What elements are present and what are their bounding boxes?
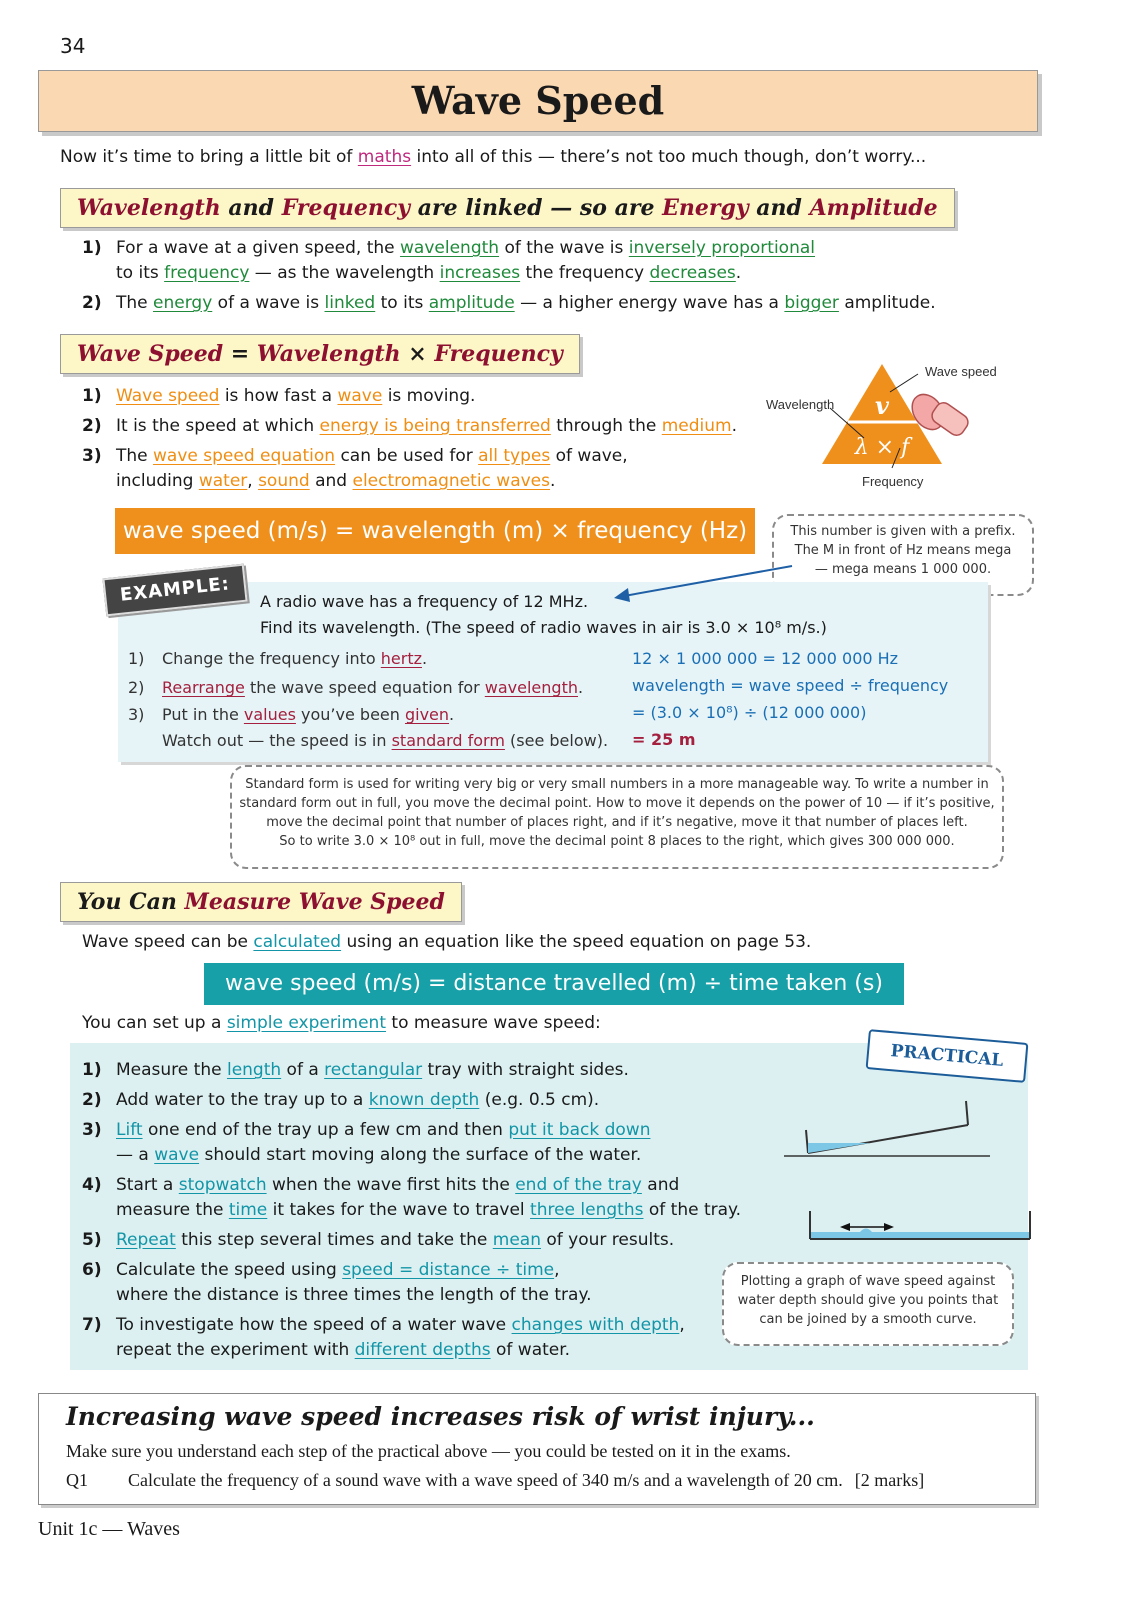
practical-steps — [82, 1058, 741, 1363]
speed-pointer-line — [890, 374, 918, 392]
example-step: 3) Put in the values you’ve been given. — [128, 705, 455, 724]
step-item: 7) To investigate how the speed of a water wave changes with depth, — [82, 1315, 685, 1335]
step-item: 4) Start a stopwatch when the wave first hits the end of the tray and — [82, 1175, 680, 1195]
maths-link[interactable]: maths — [357, 147, 412, 167]
example-calculation — [632, 645, 948, 753]
list-item: 3) The wave speed equation can be used for all types of wave, — [82, 446, 628, 466]
triangle-top-symbol: v — [875, 391, 889, 420]
summary-text: Make sure you understand each step of the practical above — you could be tested on it in the exams. — [66, 1441, 791, 1461]
flat-tray-diagram — [800, 1205, 1040, 1245]
list-item: 1) Wave speed is how fast a wave is moving. — [82, 386, 476, 406]
list-item: 1) For a wave at a given speed, the wavelength of the wave is inversely proportional — [82, 238, 815, 258]
section-heading-wave-speed: Wave Speed = Wavelength × Frequency — [60, 334, 580, 374]
wave-speed-list — [82, 384, 737, 494]
question-text: Calculate the frequency of a sound wave with a wave speed of 340 m/s and a wavelength of 20 cm. — [128, 1470, 843, 1490]
list-item-cont: to its frequency — as the wavelength increases the frequency decreases. — [116, 263, 742, 283]
step-item: 1) Measure the length of a rectangular tray with straight sides. — [82, 1060, 629, 1080]
section-heading-measure: You Can Measure Wave Speed — [60, 882, 462, 922]
triangle-bottom-symbols: λ × f — [854, 435, 910, 460]
example-question: A radio wave has a frequency of 12 MHz. Find its wavelength. (The speed of radio waves in air is 3.0 × 10⁸ m/s.) — [260, 592, 827, 637]
step-item: 5) Repeat this step several times and take the mean of your results. — [82, 1230, 675, 1250]
graph-note: Plotting a graph of wave speed against water depth should give you points that can be joined by a smooth curve. — [722, 1262, 1014, 1346]
question-label: Q1 — [66, 1470, 88, 1490]
step-item-cont: repeat the experiment with different depths of water. — [116, 1340, 571, 1360]
example-step: 1) Change the frequency into hertz. — [128, 649, 428, 668]
wavelength-label: Wavelength — [766, 397, 835, 412]
step-item-cont: where the distance is three times the length of the tray. — [116, 1285, 592, 1305]
formula-triangle-diagram — [760, 356, 1020, 496]
calc-line: 12 × 1 000 000 = 12 000 000 Hz — [632, 649, 899, 668]
standard-form-note: Standard form is used for writing very big or very small numbers in a more manageable way. To write a number in standard form out in full, you move the decimal point. How to move it depends on the power of 10 — if it’s positive, move the decimal point that number of places right, and if it’s negative, move it that number of places left. So to write 3.0 × 10⁸ out in full, move the decimal point 8 places to the right, which gives 300 000 000. — [230, 765, 1004, 869]
example-step-cont: Watch out — the speed is in standard form (see below). — [162, 731, 609, 750]
calc-line: wavelength = wave speed ÷ frequency — [632, 676, 949, 695]
prefix-note: This number is given with a prefix. The M in front of Hz means mega — mega means 1 000 000. — [772, 514, 1034, 596]
section-heading-linked: Wavelength and Frequency are linked — so are Energy and Amplitude — [60, 188, 955, 228]
step-item: 6) Calculate the speed using speed = distance ÷ time, — [82, 1260, 560, 1280]
example-steps — [128, 646, 608, 754]
step-item: 2) Add water to the tray up to a known depth (e.g. 0.5 cm). — [82, 1090, 600, 1110]
step-item-cont: — a wave should start moving along the surface of the water. — [116, 1145, 642, 1165]
linked-list — [82, 236, 936, 316]
frequency-label: Frequency — [862, 474, 924, 489]
question-marks: [2 marks] — [854, 1470, 925, 1490]
step-item-cont: measure the time it takes for the wave to travel three lengths of the tray. — [116, 1200, 742, 1220]
intro-text: Now it’s time to bring a little bit of maths into all of this — there’s not too much though, don’t worry... — [60, 147, 927, 167]
list-item: 2) It is the speed at which energy is being transferred through the medium. — [82, 416, 738, 436]
summary-question — [66, 1470, 924, 1491]
practical-tag: PRACTICAL — [866, 1029, 1029, 1083]
page-number: 34 — [60, 34, 86, 58]
list-item: 2) The energy of a wave is linked to its amplitude — a higher energy wave has a bigger amplitude. — [82, 293, 936, 313]
page-title: Wave Speed — [411, 78, 665, 123]
page-footer: Unit 1c — Waves — [38, 1518, 180, 1540]
experiment-intro: You can set up a simple experiment to measure wave speed: — [82, 1013, 601, 1033]
measure-intro: Wave speed can be calculated using an equation like the speed equation on page 53. — [82, 932, 812, 952]
summary-title: Increasing wave speed increases risk of wrist injury... — [66, 1402, 815, 1431]
distance-time-equation: wave speed (m/s) = distance travelled (m) ÷ time taken (s) — [204, 963, 904, 1005]
tilted-tray-diagram — [780, 1095, 1000, 1165]
wave-speed-equation: wave speed (m/s) = wavelength (m) × frequency (Hz) — [115, 508, 755, 554]
page-title-banner — [38, 70, 1038, 132]
example-tag: EXAMPLE: — [102, 564, 247, 617]
wave-speed-label: Wave speed — [925, 364, 997, 379]
calc-line: = (3.0 × 10⁸) ÷ (12 000 000) — [632, 703, 867, 722]
list-item-cont: including water, sound and electromagnetic waves. — [116, 471, 556, 491]
example-step: 2) Rearrange the wave speed equation for wavelength. — [128, 678, 584, 697]
step-item: 3) Lift one end of the tray up a few cm and then put it back down — [82, 1120, 651, 1140]
calc-answer: = 25 m — [632, 730, 696, 749]
